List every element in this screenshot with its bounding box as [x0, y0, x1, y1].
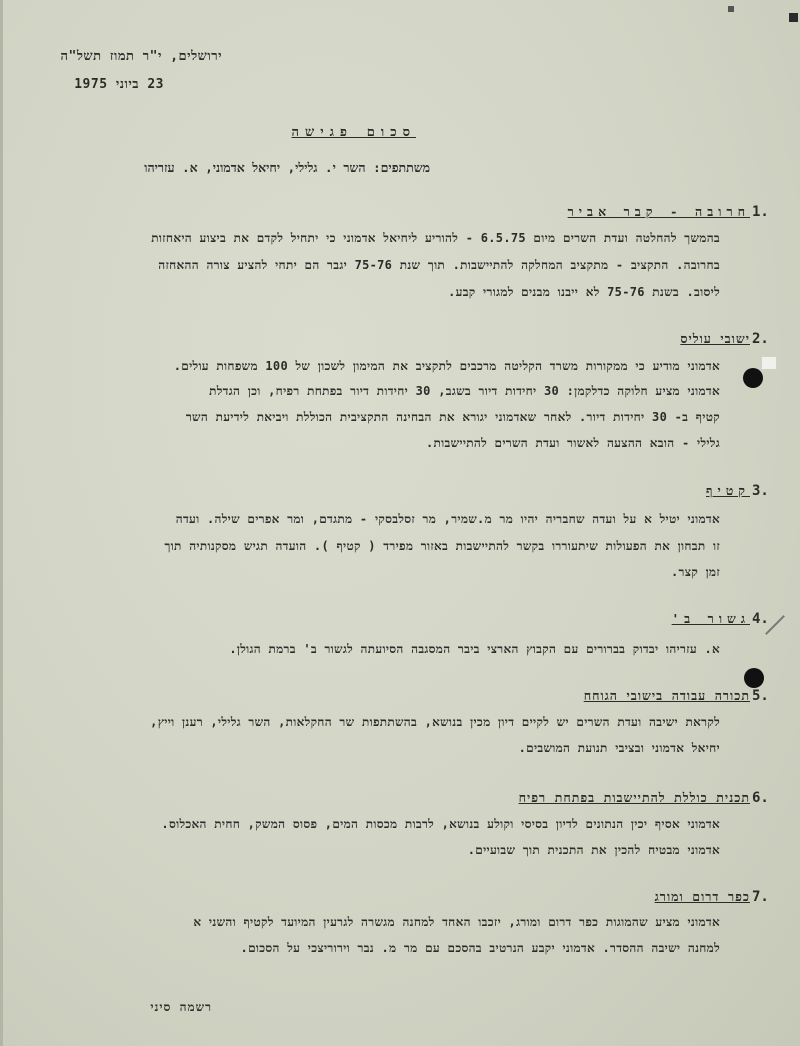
section-line: אדמוני מציע שהמוגות כפר דרום ומורג, יזכבו האחד למחנה מגשרה לגרעין המיועד לקטיף והשני א — [193, 915, 720, 929]
section-line: אדמוני יטיל א על ועדה שחבריה יהיו מר מ.שמיר, מר זסלבסקי - מתגדם, ומר אפרים שילה. ועדה — [175, 512, 720, 526]
header-place-date: ירושלים, י"ר תמוז תשל"ה — [60, 49, 222, 64]
section-number: 3. — [752, 483, 769, 499]
section-line: ליסוב. בשנת 75-76 לא ייבנו מבנים למגורי קבע. — [448, 285, 720, 299]
punch-hole-lower — [744, 668, 764, 688]
section-heading: ישובי עוליס — [680, 331, 750, 346]
header-gregorian-date: 23 ביוני 1975 — [74, 77, 164, 92]
section-line: אדמוני מבטיח להכין את התכנית תוך שבועיים. — [467, 843, 720, 857]
page-title: סכום פגישה — [291, 125, 416, 140]
section-line: לקראת ישיבה ועדת השרים יש לקיים דיון מכין בנושא, בהשתתפות שר החקלאות, השר גלילי, רענן וייץ, — [150, 715, 720, 729]
section-line: גלילי - הובא ההצעה לאשור ועדת השרים להתיישבות. — [425, 436, 720, 450]
corner-scan-dot — [728, 6, 734, 12]
section-heading: תכורה עבודה בישובי הגוחח — [583, 688, 750, 703]
section-heading: תכנית כוללת להתיישבות בפתחת רפיח — [518, 790, 750, 805]
section-heading: חרובה - קבר אביר — [567, 204, 750, 219]
section-number: 2. — [752, 331, 769, 347]
section-line: זמן קצר. — [671, 565, 720, 579]
recorder-signature-line: רשמה סיני — [150, 1000, 212, 1014]
section-line: למחנה ישיבה ההסדר. אדמוני יקבע הנרטיב בהסכם עם מר מ. נבר וירוריצכי על הסכום. — [240, 941, 720, 955]
corner-scan-mark — [789, 13, 798, 22]
section-line: אדמוני מודיע כי ממקורות משרד הקליטה מרכבים לתקציב את המימון לשכון של 100 משפחות עולים. — [173, 359, 720, 373]
participants-line: משתתפים: השר י. גלילי, יחיאל אדמוני, א. עזריהו — [144, 160, 430, 175]
section-number: 1. — [752, 204, 769, 220]
section-line: זו תבחון את הפעולות שיתעוררו בקשר להתיישבות באזור מפירד ( קטיף ). הועדה תגיש מסקנותיה תוך — [164, 539, 720, 553]
scan-edge-shadow — [0, 0, 3, 1046]
section-line: א. עזריהו יבדוק בברורים עם הקבוץ הארצי ביבר המסגבה הסיועתה לגשור ב' ברמת הגולן. — [229, 642, 720, 656]
section-number: 5. — [752, 688, 769, 704]
punch-hole-upper — [743, 368, 763, 388]
section-heading: גשור ב' — [671, 611, 750, 626]
section-line: אדמוני מציע חלוקה כדלקמן: 30 יחידות דיור בשגב, 30 יחידות דיור בפתחת רפיח, וכן הגדלת — [209, 384, 720, 398]
section-number: 7. — [752, 889, 769, 905]
section-number: 6. — [752, 790, 769, 806]
section-line: בחרובה. התקציב - מתקציב המחלקה להתיישבות. תוך שנת 75-76 יגבר הם יתחי להציע צורה ההאחזה — [158, 258, 720, 272]
section-line: אדמוני אסיף יכין הנתונים לדיון בסיסי וקולע בנושא, לרבות מכסות המים, פסוס המשק, חחית האכלוס. — [161, 817, 720, 831]
section-heading: קטיף — [706, 483, 750, 498]
section-heading: כפר דרום ומורג — [654, 889, 750, 904]
section-number: 4. — [752, 611, 769, 627]
section-line: בהמשך להחלטה ועדת השרים מיום 6.5.75 - להוריע ליחיאל אדמוני כי יתחיל לקדם את ביצוע היאחזות — [151, 231, 720, 245]
section-line: קטיף ב- 30 יחידות דיור. לאחר שאדמוני יגורא את הבחינה התקציבית הכוללת ויביאת לידיעת השר — [185, 410, 720, 424]
section-line: יחיאל אדמוני ובציבי תנועת המושבים. — [518, 741, 720, 755]
paper-tab — [762, 357, 776, 369]
